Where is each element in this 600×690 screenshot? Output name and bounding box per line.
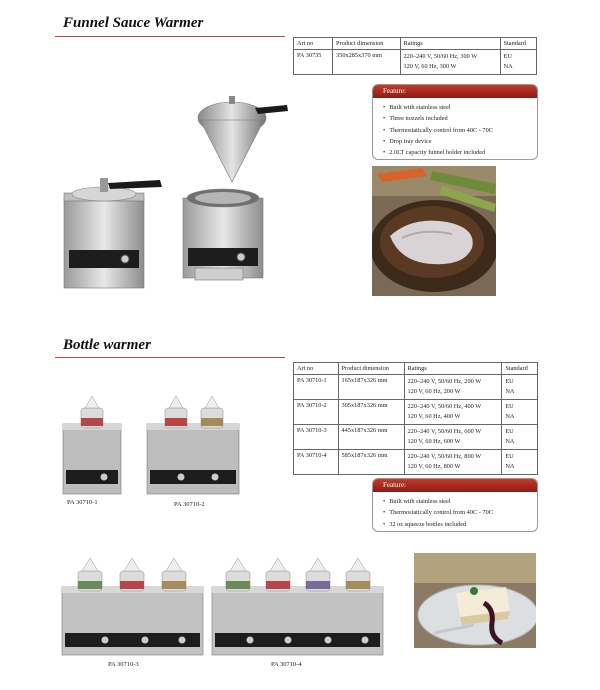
- dessert-food-photo: [414, 553, 536, 648]
- list-item: • Thermostatically control from 40C - 70C: [383, 507, 537, 518]
- table-row: [294, 375, 538, 400]
- rating-eu: 220–240 V, 50/60 Hz, 800 W: [407, 453, 482, 460]
- rating-na: 120 V, 60 Hz, 200 W: [407, 388, 461, 395]
- standard-eu: EU: [505, 453, 514, 460]
- feature-title: Feature:: [373, 479, 537, 492]
- cell-dimension: 305x187x326 mm: [338, 400, 404, 425]
- cell-dimension: 350x285x370 mm: [333, 50, 400, 75]
- header-ratings: Ratings: [400, 38, 500, 50]
- cell-art-no: PA 30710-2: [294, 400, 339, 425]
- list-item: • 32 oz squeeze bottles included: [383, 519, 537, 530]
- table-row: [294, 425, 538, 450]
- rating-eu: 220–240 V, 50/60 Hz, 600 W: [407, 428, 482, 435]
- cell-standard: [500, 50, 536, 75]
- rating-eu: 220–240 V, 50/60 Hz, 400 W: [407, 403, 482, 410]
- header-art-no: Art no: [294, 363, 339, 375]
- cell-ratings: [404, 375, 502, 400]
- bottle-warmer-2-photo: [145, 392, 241, 497]
- bottle-warmer-3-photo: [60, 553, 205, 658]
- feature-list: [373, 496, 537, 530]
- standard-eu: EU: [505, 403, 514, 410]
- cell-ratings: [404, 400, 502, 425]
- rating-na: 120 V, 60 Hz, 400 W: [407, 413, 461, 420]
- caption-pa-30710-1: PA 30710-1: [67, 499, 98, 506]
- caption-pa-30710-2: PA 30710-2: [174, 501, 205, 508]
- header-dimension: Product dimension: [333, 38, 400, 50]
- feature-list: [373, 102, 537, 158]
- header-ratings: Ratings: [404, 363, 502, 375]
- table-row: [294, 400, 538, 425]
- list-item: • Thermostatically control from 40C - 70C: [383, 125, 537, 136]
- header-dimension: Product dimension: [338, 363, 404, 375]
- standard-na: NA: [505, 438, 515, 445]
- standard-eu: EU: [505, 428, 514, 435]
- cell-dimension: 165x187x326 mm: [338, 375, 404, 400]
- cell-dimension: 585x187x326 mm: [338, 450, 404, 475]
- bottle-section-title: Bottle warmer: [63, 337, 151, 353]
- standard-eu: EU: [503, 53, 512, 60]
- table-header-row: [294, 38, 537, 50]
- standard-na: NA: [505, 463, 515, 470]
- list-item: • 2.0LT capacity funnel holder included: [383, 147, 537, 158]
- bottle-title-rule: [55, 357, 285, 358]
- funnel-spec-table: [293, 37, 537, 75]
- caption-pa-30710-4: PA 30710-4: [271, 661, 302, 668]
- header-standard: Standard: [502, 363, 538, 375]
- funnel-feature-box: [372, 84, 538, 160]
- funnel-section-title: Funnel Sauce Warmer: [63, 15, 204, 31]
- standard-na: NA: [505, 413, 515, 420]
- rating-eu: 220–240 V, 50/60 Hz, 200 W: [407, 378, 482, 385]
- bottle-spec-table: [293, 362, 538, 475]
- bottle-warmer-4-photo: [210, 553, 385, 658]
- cell-standard: [502, 450, 538, 475]
- standard-na: NA: [503, 63, 513, 70]
- cell-art-no: PA 30710-3: [294, 425, 339, 450]
- rating-eu: 220–240 V, 50/60 Hz, 300 W: [403, 53, 478, 60]
- header-standard: Standard: [500, 38, 536, 50]
- list-item: • Built with stainless steel: [383, 496, 537, 507]
- cell-dimension: 445x187x326 mm: [338, 425, 404, 450]
- cell-ratings: [404, 425, 502, 450]
- rating-na: 120 V, 60 Hz, 600 W: [407, 438, 461, 445]
- cell-standard: [502, 375, 538, 400]
- bottle-warmer-1-photo: [60, 392, 125, 497]
- table-row: [294, 450, 538, 475]
- cell-ratings: [404, 450, 502, 475]
- list-item: • Built with stainless steel: [383, 102, 537, 113]
- cell-art-no: PA 30710-4: [294, 450, 339, 475]
- table-header-row: [294, 363, 538, 375]
- standard-eu: EU: [505, 378, 514, 385]
- cell-standard: [502, 425, 538, 450]
- caption-pa-30710-3: PA 30710-3: [108, 661, 139, 668]
- list-item: • Three nozzels included: [383, 113, 537, 124]
- bottle-feature-box: [372, 478, 538, 532]
- cell-ratings: [400, 50, 500, 75]
- header-art-no: Art no: [294, 38, 333, 50]
- rating-na: 120 V, 60 Hz, 800 W: [407, 463, 461, 470]
- cell-standard: [502, 400, 538, 425]
- rating-na: 120 V, 60 Hz, 300 W: [403, 63, 457, 70]
- cell-art-no: PA 30710-1: [294, 375, 339, 400]
- standard-na: NA: [505, 388, 515, 395]
- feature-title: Feature:: [373, 85, 537, 98]
- cell-art-no: PA 30735: [294, 50, 333, 75]
- funnel-warmer-photo: [55, 90, 295, 290]
- sauce-food-photo: [372, 166, 496, 296]
- table-row: [294, 50, 537, 75]
- list-item: • Drop tray device: [383, 136, 537, 147]
- funnel-title-rule: [55, 36, 285, 37]
